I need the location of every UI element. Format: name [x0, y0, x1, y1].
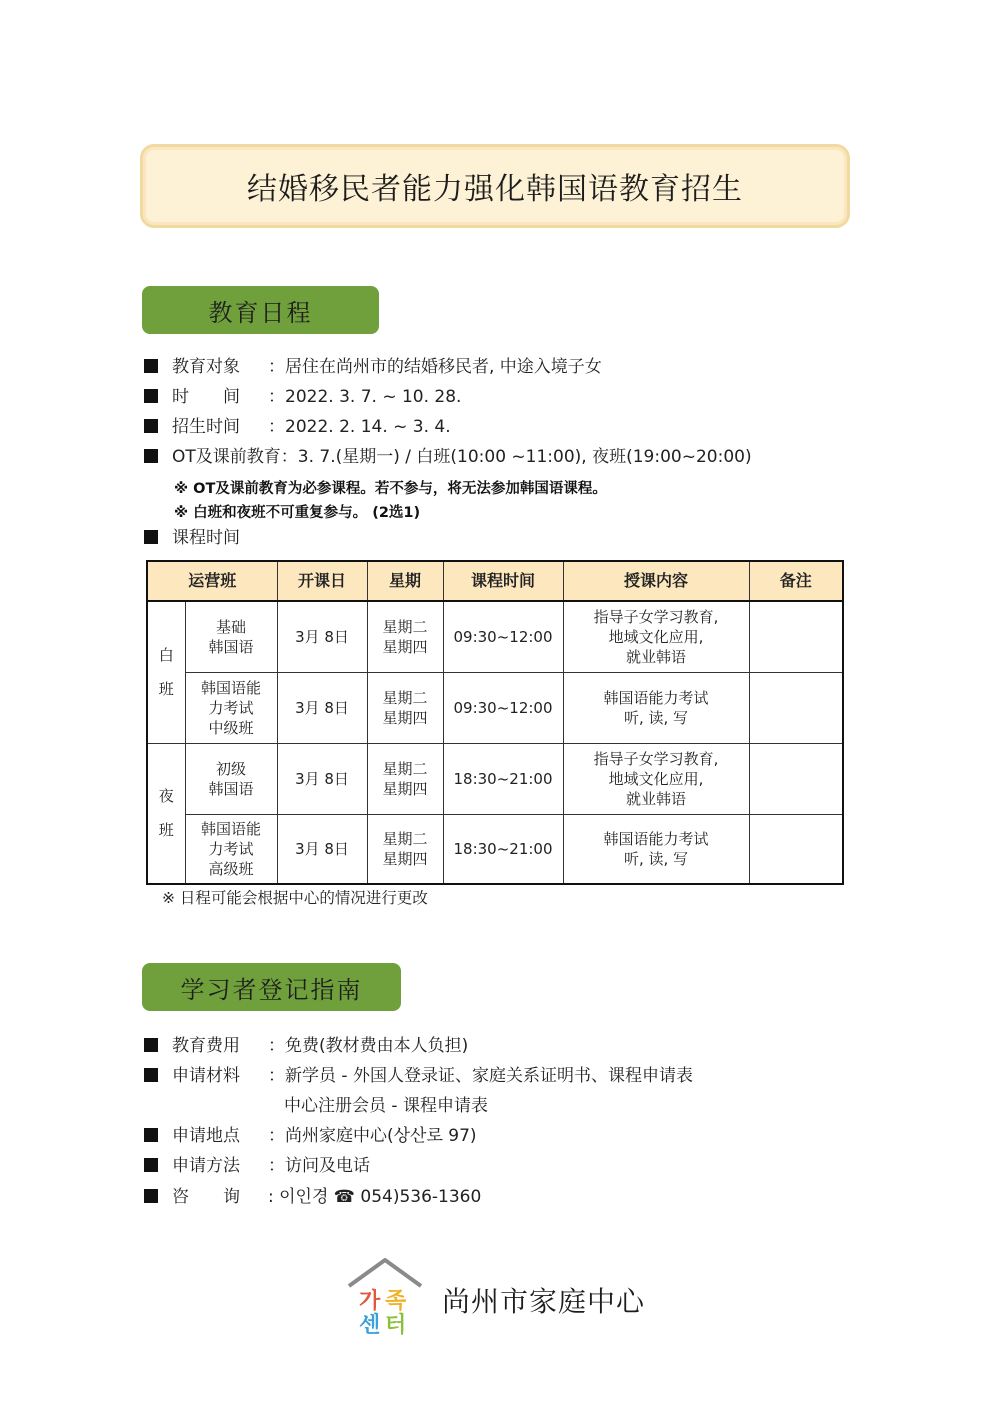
- info-line: [144, 1155, 370, 1177]
- info-line: [284, 1095, 488, 1117]
- info-line: [144, 1035, 468, 1057]
- info-label: 申请方法: [172, 1156, 240, 1176]
- days-cell: 星期二 星期四: [367, 814, 443, 884]
- table-footnote: ※ 日程可能会根据中心的情况进行更改: [162, 889, 428, 907]
- info-label: 招生时间: [172, 417, 240, 437]
- table-row: [147, 814, 843, 884]
- page-title: 结婚移民者能力强化韩国语教育招生: [247, 172, 743, 207]
- info-value: ：3. 7.(星期一) / 白班(10:00 ~11:00), 夜班(19:00~20:00): [280, 447, 752, 467]
- group-cell: 白 班: [147, 601, 185, 743]
- days-cell: 星期二 星期四: [367, 743, 443, 814]
- section-tab-label: 教育日程: [208, 298, 313, 327]
- start-cell: 3月 8日: [277, 814, 367, 884]
- column-header: 课程时间: [443, 561, 563, 601]
- info-line: [144, 1125, 477, 1147]
- info-label: 教育对象: [172, 357, 240, 377]
- bullet-icon: [144, 530, 158, 544]
- class-cell: 韩国语能 力考试 中级班: [185, 672, 277, 743]
- info-value: ：访问及电话: [268, 1156, 370, 1176]
- time-cell: 09:30~12:00: [443, 672, 563, 743]
- info-label: 申请材料: [172, 1066, 240, 1086]
- bullet-icon: [144, 1158, 158, 1172]
- info-value: ：免费(教材费由本人负担): [268, 1036, 469, 1056]
- svg-text:터: 터: [385, 1313, 407, 1336]
- bullet-icon: [144, 1068, 158, 1082]
- info-line: [144, 386, 461, 408]
- start-cell: 3月 8日: [277, 743, 367, 814]
- bullet-icon: [144, 1038, 158, 1052]
- family-center-logo-icon: [345, 1256, 425, 1336]
- svg-text:센: 센: [359, 1313, 381, 1336]
- info-label: 教育费用: [172, 1036, 240, 1056]
- bullet-icon: [144, 449, 158, 463]
- section-tab-label: 学习者登记指南: [180, 975, 363, 1004]
- remark-cell: [749, 672, 843, 743]
- info-line: [144, 1186, 481, 1208]
- bullet-icon: [144, 1128, 158, 1142]
- info-value: ：尚州家庭中心(상산로 97): [268, 1126, 477, 1146]
- notice-text: ※ OT及课前教育为必参课程。若不参与，将无法参加韩国语课程。: [174, 481, 607, 497]
- remark-cell: [749, 743, 843, 814]
- remark-cell: [749, 814, 843, 884]
- days-cell: 星期二 星期四: [367, 601, 443, 672]
- info-label: 咨 询: [172, 1187, 240, 1207]
- column-header: 授课内容: [563, 561, 749, 601]
- bullet-icon: [144, 1189, 158, 1203]
- days-cell: 星期二 星期四: [367, 672, 443, 743]
- info-value: ：新学员 - 外国人登录证、家庭关系证明书、课程申请表: [268, 1066, 693, 1086]
- group-cell: 夜 班: [147, 743, 185, 884]
- table-row: [147, 672, 843, 743]
- bullet-icon: [144, 359, 158, 373]
- class-cell: 韩国语能 力考试 高级班: [185, 814, 277, 884]
- time-cell: 09:30~12:00: [443, 601, 563, 672]
- table-row: [147, 601, 843, 672]
- content-cell: 韩国语能力考试 听, 读, 写: [563, 814, 749, 884]
- info-line: [144, 1065, 693, 1087]
- svg-text:가: 가: [359, 1289, 381, 1314]
- table-header-row: [147, 561, 843, 601]
- info-value: : 이인경 ☎ 054)536-1360: [268, 1187, 482, 1207]
- start-cell: 3月 8日: [277, 601, 367, 672]
- info-line: [144, 356, 602, 378]
- organization-name: 尚州市家庭中心: [442, 1285, 646, 1318]
- info-value: ：居住在尚州市的结婚移民者, 中途入境子女: [268, 357, 602, 377]
- bullet-icon: [144, 389, 158, 403]
- info-line: [144, 416, 451, 438]
- svg-text:족: 족: [385, 1289, 407, 1314]
- class-cell: 初级 韩国语: [185, 743, 277, 814]
- column-header: 开课日: [277, 561, 367, 601]
- schedule-table: [146, 560, 844, 885]
- info-label: 申请地点: [172, 1126, 240, 1146]
- notice-text: ※ 白班和夜班不可重复参与。 (2选1): [174, 505, 421, 521]
- section-tab-registration: [142, 963, 401, 1011]
- info-line: [144, 527, 240, 549]
- time-cell: 18:30~21:00: [443, 814, 563, 884]
- table-row: [147, 743, 843, 814]
- column-header: 备注: [749, 561, 843, 601]
- info-label: 课程时间: [172, 528, 240, 548]
- content-cell: 指导子女学习教育, 地域文化应用, 就业韩语: [563, 743, 749, 814]
- info-label: OT及课前教育: [172, 447, 281, 467]
- section-tab-schedule: [142, 286, 379, 334]
- info-line: [144, 446, 752, 468]
- info-value: ：2022. 2. 14. ~ 3. 4.: [268, 417, 451, 437]
- class-cell: 基础 韩国语: [185, 601, 277, 672]
- info-value: 中心注册会员 - 课程申请表: [284, 1096, 488, 1116]
- bullet-icon: [144, 419, 158, 433]
- info-label: 时 间: [172, 387, 240, 407]
- content-cell: 指导子女学习教育, 地域文化应用, 就业韩语: [563, 601, 749, 672]
- time-cell: 18:30~21:00: [443, 743, 563, 814]
- column-header: 运营班: [147, 561, 277, 601]
- column-header: 星期: [367, 561, 443, 601]
- title-banner: [140, 144, 850, 228]
- start-cell: 3月 8日: [277, 672, 367, 743]
- remark-cell: [749, 601, 843, 672]
- info-value: ：2022. 3. 7. ~ 10. 28.: [268, 387, 462, 407]
- content-cell: 韩国语能力考试 听, 读, 写: [563, 672, 749, 743]
